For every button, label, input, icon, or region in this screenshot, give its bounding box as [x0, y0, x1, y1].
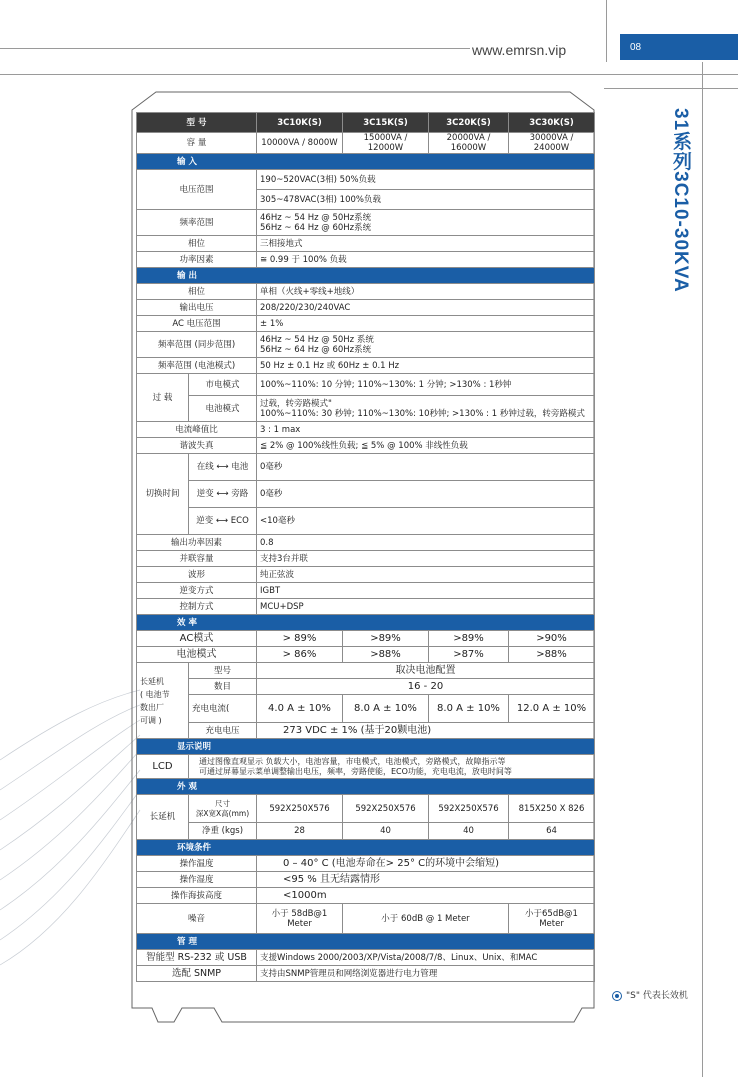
cell: 3 : 1 max — [257, 422, 595, 438]
row-label: 相位 — [137, 284, 257, 300]
spec-table — [136, 112, 595, 982]
row-sublabel: 市电模式 — [189, 374, 257, 396]
row-label: 电池模式 — [137, 647, 257, 663]
cell: 15000VA / 12000W — [343, 133, 429, 154]
cell-line: 56Hz ~ 64 Hz @ 60Hz系统 — [260, 222, 372, 233]
row-label: 长延机 — [137, 795, 189, 840]
cell: >89% — [343, 631, 429, 647]
row-label: 智能型 RS-232 或 USB — [137, 950, 257, 966]
cell: 12.0 A ± 10% — [509, 695, 595, 723]
cell: 0 – 40° C (电池寿命在> 25° C的环境中会缩短) — [257, 856, 595, 872]
row-label: 频率范围 (电池模式) — [137, 358, 257, 374]
cell: 30000VA / 24000W — [509, 133, 595, 154]
divider — [702, 62, 703, 1077]
cell: 28 — [257, 823, 343, 840]
row-sublabel: 数目 — [189, 679, 257, 695]
row-label: 控制方式 — [137, 599, 257, 615]
side-title: 31系列3C10-30KVA — [670, 108, 691, 293]
cell: IGBT — [257, 583, 595, 599]
cell: 20000VA / 16000W — [429, 133, 509, 154]
cell: 592X250X576 — [257, 795, 343, 823]
cell: MCU+DSP — [257, 599, 595, 615]
cell — [189, 755, 595, 779]
row-sublabel: 电池模式 — [189, 396, 257, 422]
cell: ≅ 0.99 于 100% 负载 — [257, 252, 595, 268]
row-label: 容 量 — [137, 133, 257, 154]
row-label: AC模式 — [137, 631, 257, 647]
cell: ± 1% — [257, 316, 595, 332]
bullet-icon — [612, 991, 622, 1001]
cell: 40 — [429, 823, 509, 840]
cell: 单相（火线+零线+地线） — [257, 284, 595, 300]
label-line: 深X宽X高(mm) — [195, 808, 250, 818]
section-header: 外 观 — [137, 779, 595, 795]
footnote-text: "S" 代表长效机 — [626, 991, 688, 1001]
cell: >90% — [509, 631, 595, 647]
cell: 支援Windows 2000/2003/XP/Vista/2008/7/8、Linux、Unix、和MAC — [257, 950, 595, 966]
cell: 8.0 A ± 10% — [429, 695, 509, 723]
cell: 取决电池配置 — [257, 663, 595, 679]
row-sublabel: 充电电压 — [189, 723, 257, 739]
cell: > 86% — [257, 647, 343, 663]
cell: 三相接地式 — [257, 236, 595, 252]
row-label: 操作湿度 — [137, 872, 257, 888]
cell: 纯正弦波 — [257, 567, 595, 583]
row-sublabel: 净重 (kgs) — [189, 823, 257, 840]
row-sublabel: 充电电流( — [189, 695, 257, 723]
page-number: 08 — [630, 42, 642, 53]
cell-line: 通过图像直观显示 负载大小，电池容量，市电模式，电池模式，旁路模式，故障指示等 — [199, 756, 506, 766]
row-label: 过 载 — [137, 374, 189, 422]
cell: >88% — [509, 647, 595, 663]
row-sublabel: 逆变 ⟷ 旁路 — [189, 481, 257, 508]
cell — [257, 396, 595, 422]
model-header: 型 号 — [137, 113, 257, 133]
cell-line: 46Hz ~ 54 Hz @ 50Hz 系统 — [260, 334, 374, 345]
cell: >87% — [429, 647, 509, 663]
model-col: 3C10K(S) — [257, 113, 343, 133]
cell — [257, 332, 595, 358]
row-label: 电压范围 — [137, 170, 257, 210]
cell-line: 46Hz ~ 54 Hz @ 50Hz系统 — [260, 212, 372, 223]
section-header: 显示说明 — [137, 739, 595, 755]
cell: 815X250 X 826 — [509, 795, 595, 823]
cell: 0毫秒 — [257, 454, 595, 481]
row-label: 输出功率因素 — [137, 535, 257, 551]
section-header: 输 出 — [137, 268, 595, 284]
section-header: 输 入 — [137, 154, 595, 170]
label-line: 可调 ) — [140, 715, 162, 725]
cell: 592X250X576 — [429, 795, 509, 823]
cell: 273 VDC ± 1% (基于20颗电池) — [257, 723, 595, 739]
row-label: 功率因素 — [137, 252, 257, 268]
cell: 208/220/230/240VAC — [257, 300, 595, 316]
cell: 40 — [343, 823, 429, 840]
row-label: 噪音 — [137, 904, 257, 934]
cell: 4.0 A ± 10% — [257, 695, 343, 723]
label-line: ( 电池节 — [140, 689, 170, 699]
row-label: 波形 — [137, 567, 257, 583]
row-sublabel: 逆变 ⟷ ECO — [189, 508, 257, 535]
row-label: 电流峰值比 — [137, 422, 257, 438]
label-line: 长延机 — [140, 676, 164, 686]
row-sublabel: 在线 ⟷ 电池 — [189, 454, 257, 481]
cell: 64 — [509, 823, 595, 840]
footnote — [612, 988, 688, 1001]
cell: 100%~110%: 10 分钟; 110%~130%: 1 分钟; >130% : 1秒钟 — [257, 374, 595, 396]
row-label: 频率范围 (同步范围) — [137, 332, 257, 358]
cell: 592X250X576 — [343, 795, 429, 823]
cell: <95 % 且无结露情形 — [257, 872, 595, 888]
row-sublabel: 型号 — [189, 663, 257, 679]
cell: 0.8 — [257, 535, 595, 551]
cell: > 89% — [257, 631, 343, 647]
cell: >89% — [429, 631, 509, 647]
row-label: 输出电压 — [137, 300, 257, 316]
cell-line: 可通过屏幕显示菜单调整输出电压，频率，旁路使能，ECO功能，充电电流，放电时间等 — [199, 766, 512, 776]
row-label: 相位 — [137, 236, 257, 252]
section-header: 管 理 — [137, 934, 595, 950]
row-label: 谐波失真 — [137, 438, 257, 454]
row-label: 操作海拔高度 — [137, 888, 257, 904]
cell: <10毫秒 — [257, 508, 595, 535]
cell: 支持由SNMP管理员和网络浏览器进行电力管理 — [257, 966, 595, 982]
section-header: 环境条件 — [137, 840, 595, 856]
row-label: 切换时间 — [137, 454, 189, 535]
cell: 16 - 20 — [257, 679, 595, 695]
section-header: 效 率 — [137, 615, 595, 631]
label-line: 数出厂 — [140, 702, 164, 712]
cell: 小于65dB@1 Meter — [509, 904, 595, 934]
model-col: 3C30K(S) — [509, 113, 595, 133]
divider — [0, 74, 738, 75]
divider — [606, 0, 607, 62]
cell: 305~478VAC(3相) 100%负载 — [257, 190, 595, 210]
cell: ≦ 2% @ 100%线性负载; ≦ 5% @ 100% 非线性负载 — [257, 438, 595, 454]
cell: >88% — [343, 647, 429, 663]
row-label: LCD — [137, 755, 189, 779]
cell-line: 100%~110%: 30 秒钟; 110%~130%: 10秒钟; >130% : 1 秒钟过载，转旁路模式 — [260, 408, 585, 419]
row-label: 操作温度 — [137, 856, 257, 872]
model-col: 3C15K(S) — [343, 113, 429, 133]
page-number-box — [620, 34, 738, 60]
row-label — [137, 663, 189, 739]
cell: <1000m — [257, 888, 595, 904]
model-col: 3C20K(S) — [429, 113, 509, 133]
row-label: 频率范围 — [137, 210, 257, 236]
cell: 小于 60dB @ 1 Meter — [343, 904, 509, 934]
row-label: 并联容量 — [137, 551, 257, 567]
row-label: AC 电压范围 — [137, 316, 257, 332]
cell: 0毫秒 — [257, 481, 595, 508]
cell: 小于 58dB@1 Meter — [257, 904, 343, 934]
cell: 8.0 A ± 10% — [343, 695, 429, 723]
divider — [604, 88, 738, 89]
cell: 10000VA / 8000W — [257, 133, 343, 154]
cell: 支持3台并联 — [257, 551, 595, 567]
cell-line: 56Hz ~ 64 Hz @ 60Hz系统 — [260, 344, 372, 355]
row-sublabel — [189, 795, 257, 823]
label-line: 尺寸 — [215, 798, 230, 808]
cell-line: 过载，转旁路模式" — [260, 398, 332, 409]
row-label: 选配 SNMP — [137, 966, 257, 982]
cell: 50 Hz ± 0.1 Hz 或 60Hz ± 0.1 Hz — [257, 358, 595, 374]
header-rule — [0, 48, 470, 49]
row-label: 逆变方式 — [137, 583, 257, 599]
cell: 190~520VAC(3相) 50%负载 — [257, 170, 595, 190]
cell — [257, 210, 595, 236]
website-url: www.emrsn.vip — [472, 42, 567, 58]
